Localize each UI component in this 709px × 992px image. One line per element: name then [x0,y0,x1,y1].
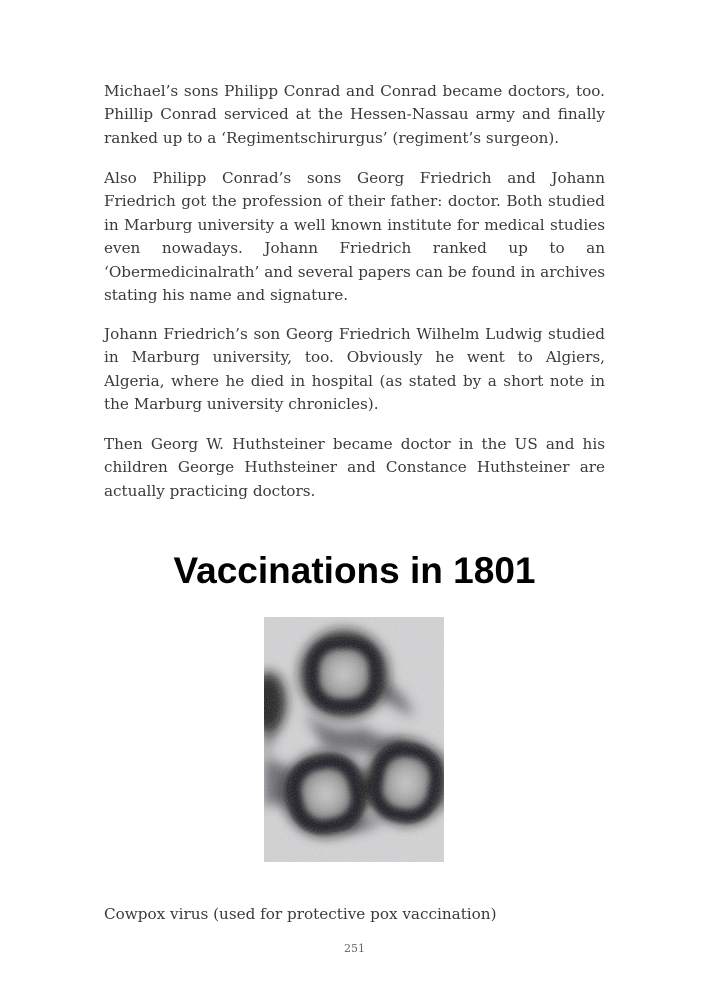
body-paragraph: Also Philipp Conrad’s sons Georg Friedrich and Johann Friedrich got the profession of their father: doctor. Both studied in Marburg university a well known institute for medical studies even nowadays. Johann Friedrich ranked up to an ‘Obermedicinalrath’ and several papers can be found in archives stating his name and signature. [104,169,605,305]
body-paragraph: Then Georg W. Huthsteiner became doctor in the US and his children George Huthsteiner and Constance Huthsteiner are actually practicing doctors. [104,435,605,500]
section-heading: Vaccinations in 1801 [173,550,536,591]
figure-caption: Cowpox virus (used for protective pox vaccination) [104,905,497,923]
body-paragraph: Johann Friedrich’s son Georg Friedrich Wilhelm Ludwig studied in Marburg university, too. Obviously he went to Algiers, Algeria, where he died in hospital (as stated by a short note in the Marburg university chronicles). [104,325,605,414]
page-number: 251 [344,942,365,955]
body-paragraph: Michael’s sons Philipp Conrad and Conrad became doctors, too. Phillip Conrad serviced at the Hessen-Nassau army and finally ranked up to a ‘Regimentschirurgus’ (regiment’s surgeon). [104,82,605,147]
cowpox-virus-micrograph [264,617,444,862]
